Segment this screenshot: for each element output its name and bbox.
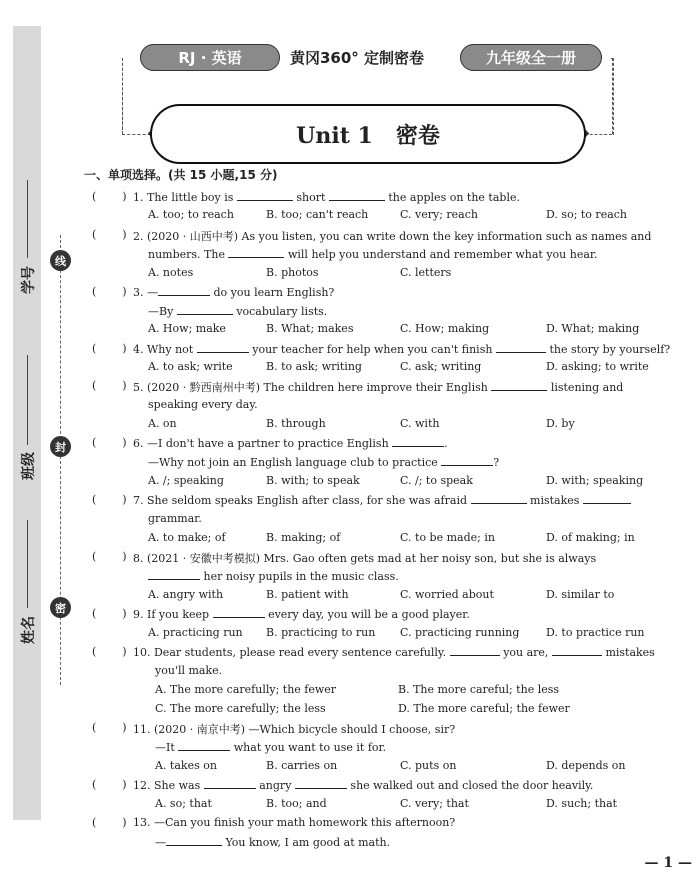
option-a[interactable]: A. on <box>148 417 177 430</box>
option-a[interactable]: A. takes on <box>155 759 217 772</box>
name-line <box>27 520 28 608</box>
class-label: 班级 <box>21 452 37 480</box>
answer-blank[interactable] <box>441 455 493 466</box>
option-c[interactable]: C. letters <box>400 266 452 279</box>
grade-pill: 九年级全一册 <box>460 44 602 71</box>
option-b[interactable]: B. The more careful; the less <box>398 683 560 696</box>
student-no-label: 学号 <box>21 266 37 294</box>
answer-blank[interactable] <box>583 493 631 504</box>
series-title: 黄冈360° 定制密卷 <box>290 49 425 67</box>
option-d[interactable]: D. with; speaking <box>546 474 644 487</box>
option-b[interactable]: B. carries on <box>266 759 338 772</box>
option-b[interactable]: B. practicing to run <box>266 626 376 639</box>
answer-blank[interactable] <box>177 304 233 315</box>
answer-blank[interactable] <box>392 436 444 447</box>
answer-blank[interactable] <box>295 778 347 789</box>
name-label: 姓名 <box>21 616 37 644</box>
option-b[interactable]: B. photos <box>266 266 319 279</box>
answer-blank[interactable] <box>158 285 210 296</box>
option-b[interactable]: B. too; can't reach <box>266 208 369 221</box>
option-d[interactable]: D. What; making <box>546 322 640 335</box>
option-a[interactable]: A. so; that <box>155 797 212 810</box>
page-title: Unit 1 密卷 <box>150 104 586 164</box>
answer-blank[interactable] <box>491 380 547 391</box>
seal-mark-seal: 封 <box>50 436 71 457</box>
option-c[interactable]: C. How; making <box>400 322 490 335</box>
seal-mark-secret: 密 <box>50 597 71 618</box>
option-c[interactable]: C. worried about <box>400 588 494 601</box>
answer-blank[interactable] <box>228 247 284 258</box>
class-line <box>27 355 28 445</box>
option-a[interactable]: A. to ask; write <box>148 360 233 373</box>
option-a[interactable]: A. to make; of <box>148 531 226 544</box>
student-no-field <box>12 266 44 294</box>
option-d[interactable]: D. similar to <box>546 588 615 601</box>
option-c[interactable]: C. to be made; in <box>400 531 495 544</box>
seal-mark-line: 线 <box>50 250 71 271</box>
answer-blank[interactable] <box>166 835 222 846</box>
answer-blank[interactable] <box>471 493 527 504</box>
option-b[interactable]: B. with; to speak <box>266 474 360 487</box>
option-d[interactable]: D. to practice run <box>546 626 645 639</box>
header-banner <box>140 44 602 73</box>
option-b[interactable]: B. What; makes <box>266 322 354 335</box>
option-c[interactable]: C. puts on <box>400 759 457 772</box>
option-a[interactable]: A. practicing run <box>148 626 243 639</box>
option-c[interactable]: C. /; to speak <box>400 474 473 487</box>
option-c[interactable]: C. practicing running <box>400 626 520 639</box>
option-b[interactable]: B. to ask; writing <box>266 360 362 373</box>
page-number: — 1 — <box>644 855 692 871</box>
class-field <box>12 452 44 480</box>
section-heading: 一、单项选择。(共 15 小题,15 分) <box>84 168 278 182</box>
option-d[interactable]: D. asking; to write <box>546 360 649 373</box>
answer-blank[interactable] <box>178 740 230 751</box>
option-c[interactable]: C. very; reach <box>400 208 478 221</box>
answer-blank[interactable] <box>496 342 546 353</box>
option-a[interactable]: A. The more carefully; the fewer <box>155 683 337 696</box>
option-b[interactable]: B. through <box>266 417 326 430</box>
answer-blank[interactable] <box>213 607 265 618</box>
option-a[interactable]: A. /; speaking <box>148 474 224 487</box>
answer-blank[interactable] <box>237 190 293 201</box>
option-a[interactable]: A. How; make <box>148 322 226 335</box>
subject-pill: RJ · 英语 <box>140 44 280 71</box>
answer-blank[interactable] <box>197 342 249 353</box>
option-d[interactable]: D. depends on <box>546 759 626 772</box>
option-a[interactable]: A. too; to reach <box>148 208 234 221</box>
option-b[interactable]: B. patient with <box>266 588 349 601</box>
option-d[interactable]: D. such; that <box>546 797 618 810</box>
answer-blank[interactable] <box>329 190 385 201</box>
option-d[interactable]: D. so; to reach <box>546 208 628 221</box>
option-b[interactable]: B. making; of <box>266 531 341 544</box>
option-b[interactable]: B. too; and <box>266 797 327 810</box>
name-field <box>12 616 44 644</box>
option-d[interactable]: D. by <box>546 417 575 430</box>
option-c[interactable]: C. The more carefully; the less <box>155 702 326 715</box>
option-a[interactable]: A. angry with <box>148 588 224 601</box>
option-c[interactable]: C. very; that <box>400 797 469 810</box>
student-no-line <box>27 180 28 258</box>
answer-blank[interactable] <box>204 778 256 789</box>
option-c[interactable]: C. ask; writing <box>400 360 482 373</box>
option-a[interactable]: A. notes <box>148 266 194 279</box>
option-d[interactable]: D. of making; in <box>546 531 635 544</box>
answer-blank[interactable] <box>552 645 602 656</box>
answer-blank[interactable] <box>148 569 200 580</box>
answer-blank[interactable] <box>450 645 500 656</box>
option-c[interactable]: C. with <box>400 417 440 430</box>
option-d[interactable]: D. The more careful; the fewer <box>398 702 570 715</box>
